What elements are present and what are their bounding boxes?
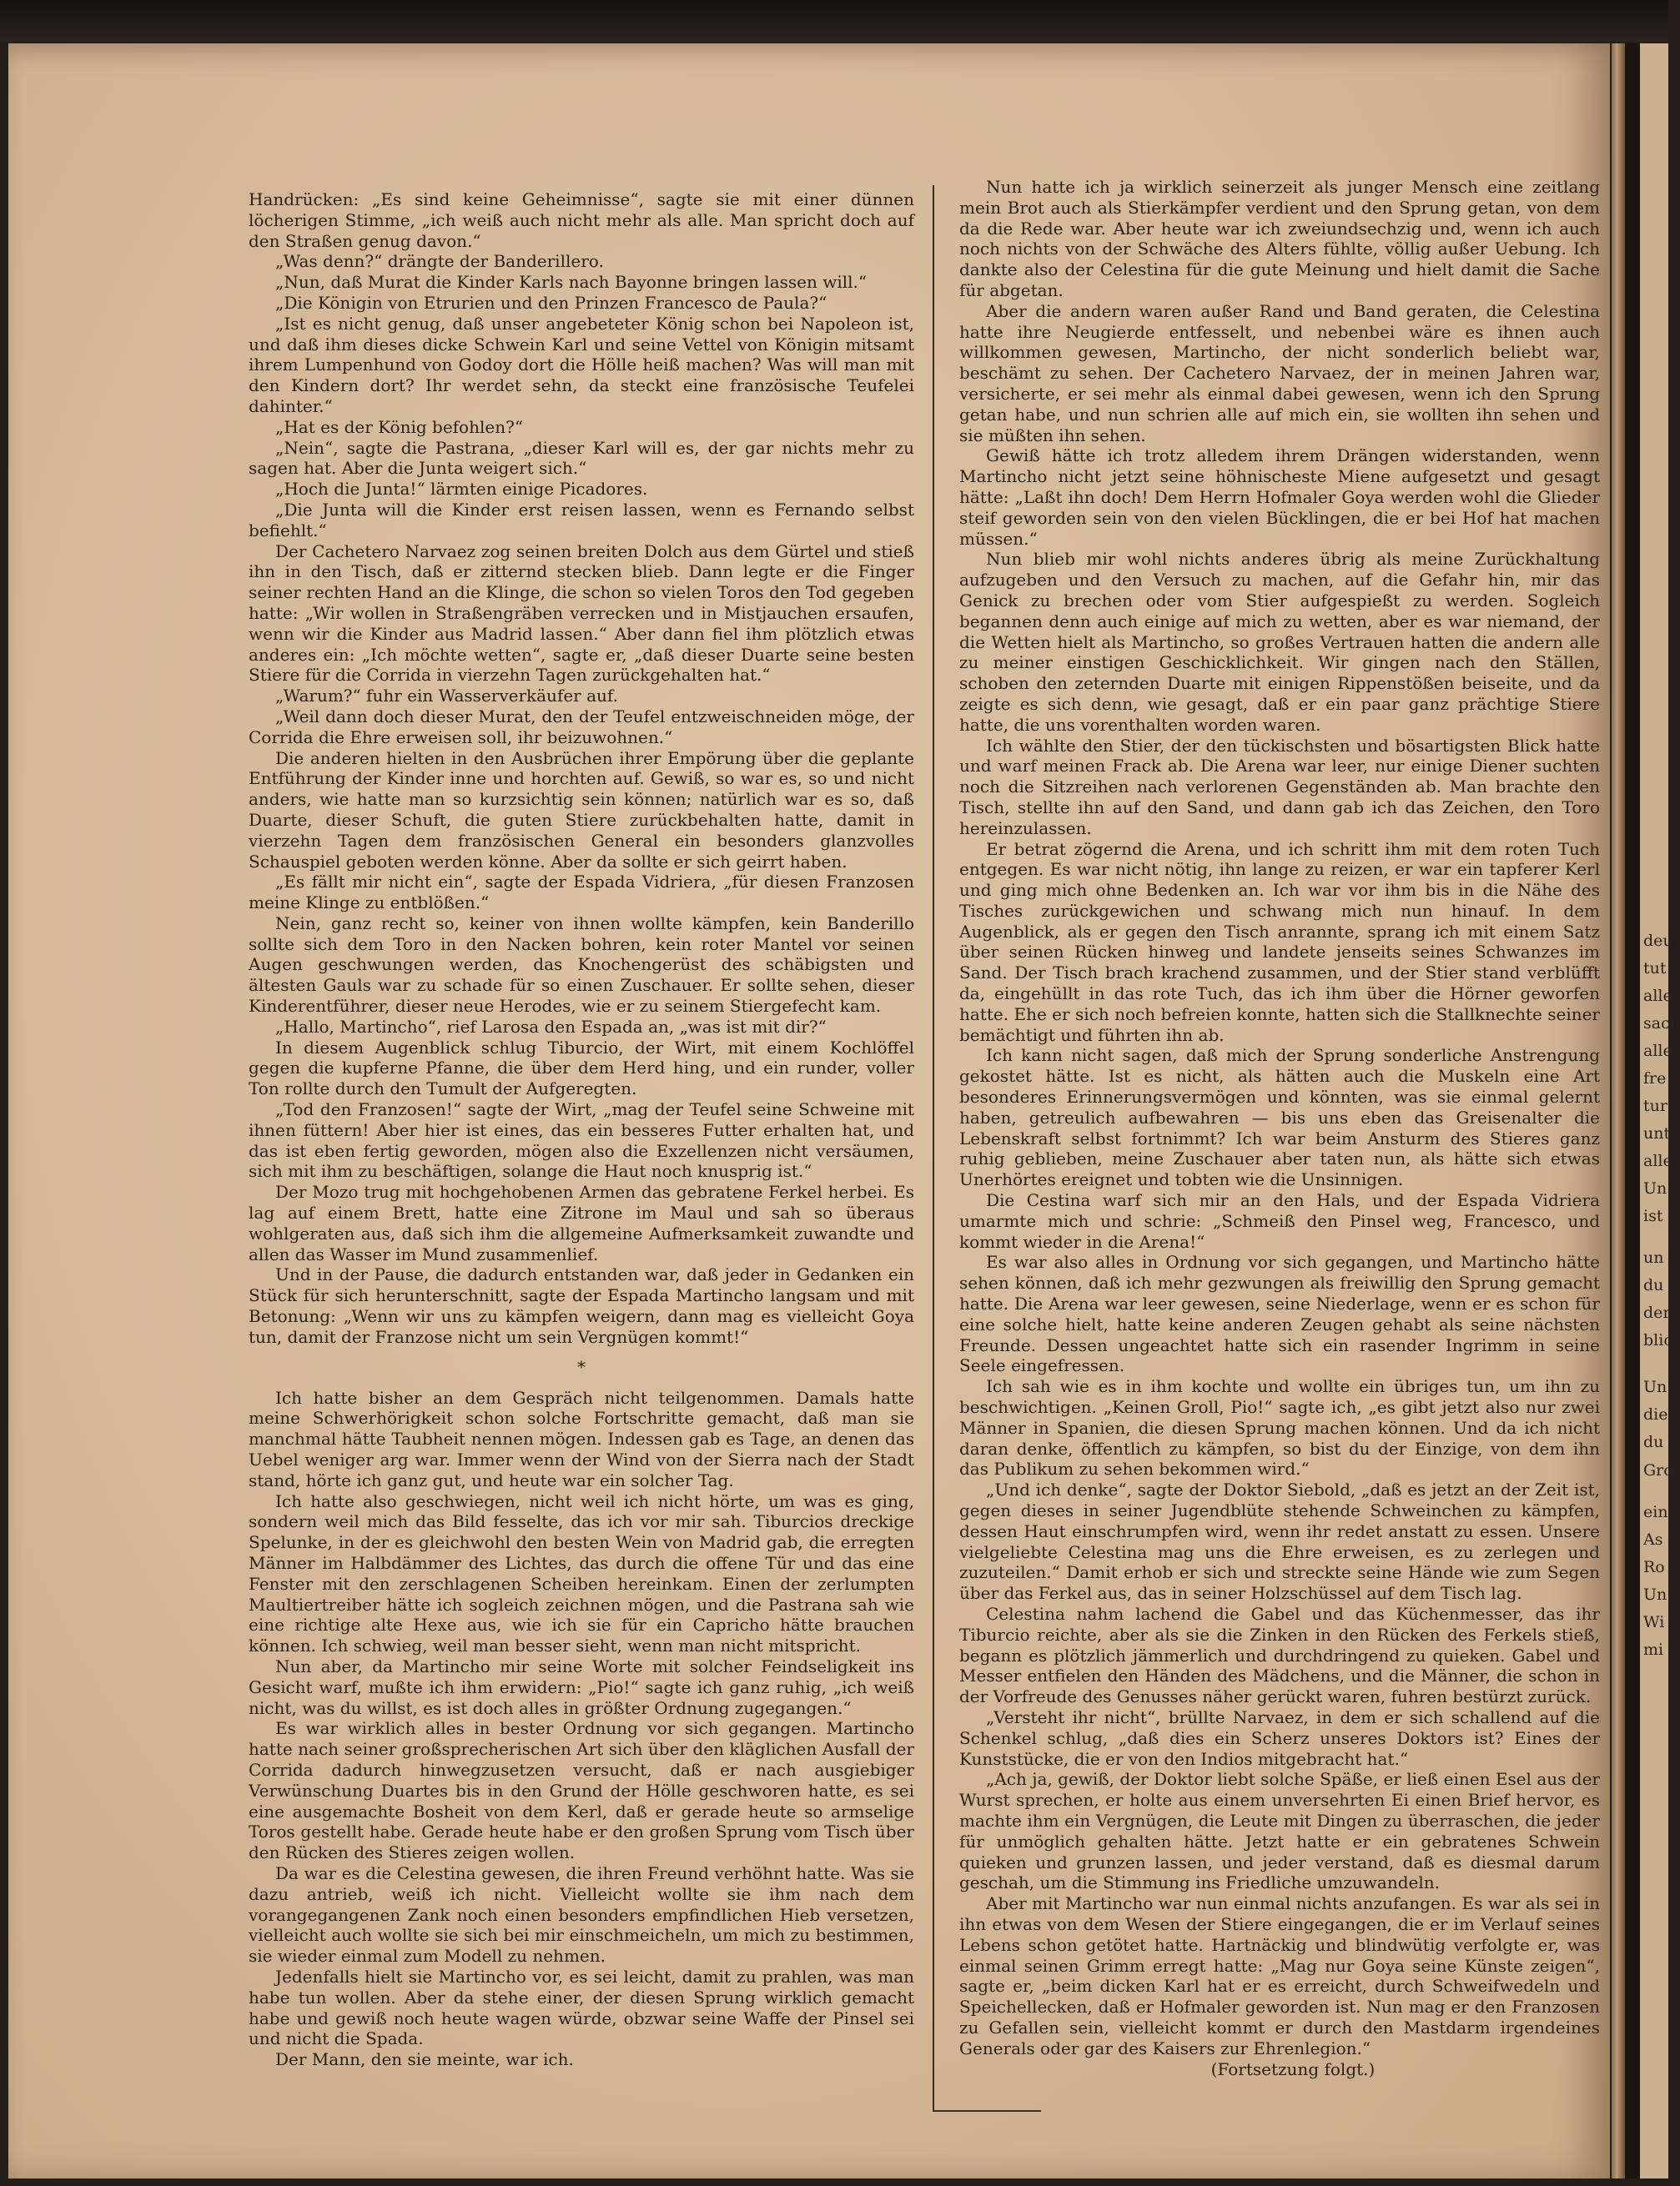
next-page-text-fragment: Un xyxy=(1643,1378,1667,1396)
paragraph: „Und ich denke“, sagte der Doktor Siebold, „daß es jetzt an der Zeit ist, gegen dieses in seiner Jugendblüte stehende Schweinchen zu kämpfen, dessen Haut einschrumpfen wird, wenn ihr redet anstatt zu essen. Unsere vielgeliebte Celestina mag uns die Ehre erweisen, es zu zerlegen und zuzuteilen.“ Damit erhob er sich und streckte seine Hände wie zum Segen über das Ferkel aus, das in seiner Holzschüssel auf dem Tisch lag. xyxy=(959,1480,1600,1604)
paragraph: „Hoch die Junta!“ lärmten einige Picadores. xyxy=(275,479,648,500)
paragraph: Aber mit Martincho war nun einmal nichts anzufangen. Es war als sei in ihn etwas von dem Wesen der Stiere eingegangen, die er im Verlauf seines Lebens schon getötet hatte. Hartnäckig und blindwütig verfolgte er, was einmal seinen Grimm erregt hatte: „Mag nur Goya seine Künste zeigen“, sagte er, „beim dicken Karl hat er es erreicht, durch Schweifwedeln und Speichellecken, daß er Hofmaler geworden ist. Nun mag er den Franzosen zu Gefallen sein, vielleicht kommt er durch den Mastdarm irgendeines Generals oder gar des Kaisers zur Ehrenlegion.“ xyxy=(959,1893,1600,2058)
paragraph: Es war wirklich alles in bester Ordnung vor sich gegangen. Martincho hatte nach seiner großsprecherischen Art sich über den kläglichen Ausfall der Corrida dadurch hinwegzusetzen versucht, daß er nach ausgiebiger Verwünschung Duartes bis in den Grund der Hölle geschworen hatte, es sei eine ausgemachte Bosheit von dem Kerl, daß er gerade heute so armselige Toros gestellt habe. Gerade heute habe er den großen Sprung vom Tisch über den Rücken des Stieres zeigen wollen. xyxy=(249,1718,914,1863)
continuation-note: (Fortsetzung folgt.) xyxy=(1210,2058,1376,2079)
next-page-text-fragment: blic xyxy=(1643,1331,1672,1349)
adjacent-page-fragment xyxy=(1640,43,1680,2178)
paragraph: „Warum?“ fuhr ein Wasserverkäufer auf. xyxy=(275,686,618,706)
paragraph: Die Cestina warf sich mir an den Hals, und der Espada Vidriera umarmte mich und schrie: „Schmeiß den Pinsel weg, Francesco, und kommt wieder in die Arena!“ xyxy=(959,1190,1600,1252)
paragraph: Ich hatte bisher an dem Gespräch nicht teilgenommen. Damals hatte meine Schwerhörigkeit schon solche Fortschritte gemacht, daß man sie manchmal hätte Taubheit nennen mögen. Indessen gab es Tage, an denen das Uebel weniger arg war. Immer wenn der Wind von der Sierra nach der Stadt stand, hörte ich ganz gut, und heute war ein solcher Tag. xyxy=(249,1387,914,1490)
page-edge xyxy=(1612,43,1625,2178)
next-page-text-fragment: deu xyxy=(1643,932,1673,950)
paragraph: „Hallo, Martincho“, rief Larosa den Espada an, „was ist mit dir?“ xyxy=(275,1016,827,1037)
next-page-text-fragment: die xyxy=(1643,1405,1668,1424)
paragraph: „Nun, daß Murat die Kinder Karls nach Bayonne bringen lassen will.“ xyxy=(275,272,868,293)
paragraph: Ich sah wie es in ihm kochte und wollte ein übriges tun, um ihn zu beschwichtigen. „Keinen Groll, Pio!“ sagte ich, „es gibt jetzt also nur zwei Männer in Spanien, die diesen Sprung machen können. Und da ich nicht daran denke, öffentlich zu kämpfen, so bist du der Einzige, von dem ihn das Publikum zu sehen bekommen wird.“ xyxy=(959,1376,1600,1480)
next-page-text-fragment: ist xyxy=(1643,1207,1663,1225)
paragraph: Ich wählte den Stier, der den tückischsten und bösartigsten Blick hatte und warf meinen Frack ab. Die Arena war leer, nur einige Diener suchten noch die Sitzreihen nach verlorenen Gegenständen ab. Man brachte den Tisch, stellte ihn auf den Sand, und dann gab ich das Zeichen, den Toro hereinzulassen. xyxy=(959,735,1600,838)
paragraph: Der Mozo trug mit hochgehobenen Armen das gebratene Ferkel herbei. Es lag auf einem Brett, hatte eine Zitrone im Maul und sah so überaus wohlgeraten aus, daß sich ihm die allgemeine Aufmerksamkeit zuwandte und allen das Wasser im Mund zusammenlief. xyxy=(249,1182,914,1264)
next-page-text-fragment: fre xyxy=(1643,1069,1667,1088)
paragraph: Nun hatte ich ja wirklich seinerzeit als junger Mensch eine zeitlang mein Brot auch als Stierkämpfer verdient und den Sprung getan, von dem da die Rede war. Aber heute war ich zweiundsechzig und, wenn ich auch noch nichts von der Schwäche des Alters fühlte, völlig außer Uebung. Ich dankte also der Celestina für die gute Meinung und hielt damit die Sache für abgetan. xyxy=(959,177,1600,300)
paragraph: Der Cachetero Narvaez zog seinen breiten Dolch aus dem Gürtel und stieß ihn in den Tisch, daß er zitternd stecken blieb. Dann legte er die Finger seiner rechten Hand an die Klinge, die schon so vielen Toros den Tod gegeben hatte: „Wir wollen in Straßengräben verrecken und in Mistjauchen ersaufen, wenn wir die Kinder aus Madrid lassen.“ Aber dann fiel ihm plötzlich etwas anderes ein: „Ich möchte wetten“, sagte er, „daß dieser Duarte seine besten Stiere für die Corrida in vierzehn Tagen zurückgehalten hat.“ xyxy=(249,540,914,686)
binding-gap xyxy=(1625,43,1640,2178)
paragraph: Nun blieb mir wohl nichts anderes übrig als meine Zurückhaltung aufzugeben und den Versuch zu machen, auf die Gefahr hin, mir das Genick zu brechen oder vom Stier aufgespießt zu werden. Sogleich begannen denn auch einige auf mich zu wetten, aber es war niemand, der die Wetten hielt als Martincho, so großes Vertrauen hatten die andern alle zu meiner einstigen Geschicklichkeit. Wir gingen nach den Ställen, schoben den zeternden Duarte mit einigen Rippenstößen beiseite, und da zeigte es sich denn, wie gesagt, daß er ein paar ganz prächtige Stiere hatte, die uns vorenthalten worden waren. xyxy=(959,549,1600,735)
next-page-text-fragment: Un xyxy=(1643,1585,1667,1604)
paragraph: Da war es die Celestina gewesen, die ihren Freund verhöhnt hatte. Was sie dazu antrieb, weiß ich nicht. Vielleicht wollte sie ihm nach dem vorangegangenen Zank noch einen besonders empfindlichen Hieb versetzen, vielleicht auch wollte sie sich bei mir einschmeicheln, um mich zu bestimmen, sie wieder einmal zum Modell zu nehmen. xyxy=(249,1862,914,1967)
bottom-divider-rule xyxy=(933,2110,1041,2112)
next-page-text-fragment: der xyxy=(1643,1304,1671,1322)
paragraph: „Weil dann doch dieser Murat, den der Teufel entzweischneiden möge, der Corrida die Ehre erweisen soll, ihr beizuwohnen.“ xyxy=(249,706,914,747)
paragraph: Aber die andern waren außer Rand und Band geraten, die Celestina hatte ihre Neugierde entfesselt, und nebenbei wäre es ihnen auch willkommen gewesen, Martincho, der nicht sonderlich beliebt war, beschämt zu sehen. Der Cachetero Narvaez, der in meinen Jahren war, versicherte, er sei mehr als einmal dabei gewesen, wenn ich den Sprung getan habe, und nun schrien alle auf mich ein, sie wollten ihn sehen und sie müßten ihn sehen. xyxy=(959,300,1600,445)
next-page-text-fragment: Ro xyxy=(1643,1558,1665,1576)
paragraph: Nun aber, da Martincho mir seine Worte mit solcher Feindseligkeit ins Gesicht warf, mußte ich ihm erwidern: „Pio!“ sagte ich ganz ruhig, „ich weiß nicht, was du willst, es ist doch alles in größter Ordnung zugegangen.“ xyxy=(249,1656,914,1718)
next-page-text-fragment: ein xyxy=(1643,1503,1668,1521)
next-page-text-fragment: sach xyxy=(1643,1014,1680,1033)
paragraph: Celestina nahm lachend die Gabel und das Küchenmesser, das ihr Tiburcio reichte, aber als sie die Zinken in den Rücken des Ferkels stieß, begann es plötzlich jämmerlich und durchdringend zu quieken. Gabel und Messer entfielen den Händen des Mädchens, und die Männer, die schon in der Vorfreude des Genusses näher gerückt waren, fuhren bestürzt zurück. xyxy=(959,1603,1600,1707)
paragraph: In diesem Augenblick schlug Tiburcio, der Wirt, mit einem Kochlöffel gegen die kupferne Pfanne, die über dem Herd hing, und ein runder, voller Ton rollte durch den Tumult der Aufgeregten. xyxy=(249,1037,914,1099)
next-page-text-fragment: du xyxy=(1643,1276,1664,1294)
paragraph: „Was denn?“ drängte der Banderillero. xyxy=(275,251,604,272)
right-text-column xyxy=(959,177,1600,2079)
next-page-text-fragment: alle xyxy=(1643,1042,1672,1060)
next-page-text-fragment: alle xyxy=(1643,987,1672,1005)
paragraph: Jedenfalls hielt sie Martincho vor, es sei leicht, damit zu prahlen, was man habe tun wollen. Aber da stehe einer, der diesen Sprung wirklich gemacht habe und gewiß noch heute wagen würde, obzwar seine Waffe der Pinsel sei und nicht die Spada. xyxy=(249,1966,914,2049)
paragraph: „Nein“, sagte die Pastrana, „dieser Karl will es, der gar nichts mehr zu sagen hat. Aber die Junta weigert sich.“ xyxy=(249,437,914,479)
next-page-text-fragment: As xyxy=(1643,1530,1663,1549)
paragraph: Nein, ganz recht so, keiner von ihnen wollte kämpfen, kein Banderillo sollte sich dem Toro in den Nacken bohren, kein roter Mantel vor seinen Augen geschwungen werden, das Knochengerüst des schäbigsten und ältesten Gauls war zu schade für so einen Zuschauer. Er sollte sehen, dieser Kinderentführer, dieser neue Herodes, wie er zu seinem Stiergefecht kam. xyxy=(249,912,914,1017)
next-page-text-fragment: du xyxy=(1643,1433,1664,1451)
left-text-column xyxy=(249,189,914,2070)
next-page-text-fragment: Un xyxy=(1643,1179,1667,1198)
paragraph: Handrücken: „Es sind keine Geheimnisse“, sagte sie mit einer dünnen löcherigen Stimme, „ich weiß auch nicht mehr als alle. Man spricht doch auf den Straßen genug davon.“ xyxy=(249,189,914,251)
column-divider-rule xyxy=(933,185,934,2112)
book-page xyxy=(8,43,1610,2178)
next-page-text-fragment: tur xyxy=(1643,1097,1667,1115)
scan-top-band xyxy=(0,0,1668,42)
paragraph: „Versteht ihr nicht“, brüllte Narvaez, in dem er sich schallend auf die Schenkel schlug, „daß dies ein Scherz unseres Doktors ist? Eines der Kunststücke, die er von den Indios mitgebracht hat.“ xyxy=(959,1706,1600,1769)
paragraph: „Ist es nicht genug, daß unser angebeteter König schon bei Napoleon ist, und daß ihm dieses dicke Schwein Karl und seine Vettel von Königin mitsamt ihrem Lumpenhund von Godoy dort die Hölle heiß machen? Was will man mit den Kindern dort? Ihr werdet sehn, da steckt eine französische Teufelei dahinter.“ xyxy=(249,313,914,416)
paragraph: Die anderen hielten in den Ausbrüchen ihrer Empörung über die geplante Entführung der Kinder inne und horchten auf. Gewiß, so war es, so und nicht anders, wie hatte man so kurzsichtig sein können; natürlich war es so, daß Duarte, dieser Schuft, die guten Stiere zurückbehalten hatte, damit in vierzehn Tagen dem französischen General ein besonders glanzvolles Schauspiel geboten werden könne. Aber da sollte er sich geirrt haben. xyxy=(249,747,914,872)
section-separator: * xyxy=(577,1356,586,1377)
next-page-text-fragment: mi xyxy=(1643,1641,1664,1659)
next-page-text-fragment: unt xyxy=(1643,1124,1671,1143)
paragraph: „Tod den Franzosen!“ sagte der Wirt, „mag der Teufel seine Schweine mit ihnen füttern! Aber hier ist eines, das ein besseres Futter erhalten hat, und das ist eben fertig geworden, mögen also die Exzellenzen nicht versäumen, sich mit ihm zu beschäftigen, solange die Haut noch knusprig ist.“ xyxy=(249,1099,914,1182)
paragraph: Gewiß hätte ich trotz alledem ihrem Drängen widerstanden, wenn Martincho nicht jetzt seine höhnischeste Miene aufgesetzt und gesagt hätte: „Laßt ihn doch! Dem Herrn Hofmaler Goya werden wohl die Glieder steif geworden sein von den vielen Bücklingen, die er bei Hof hat machen müssen.“ xyxy=(959,445,1600,549)
paragraph: Der Mann, den sie meinte, war ich. xyxy=(275,2049,574,2070)
paragraph: „Hat es der König befohlen?“ xyxy=(275,416,524,437)
next-page-text-fragment: Wi xyxy=(1643,1613,1665,1631)
paragraph: Er betrat zögernd die Arena, und ich schritt ihm mit dem roten Tuch entgegen. Es war nicht nötig, ihn lange zu reizen, er war ein tapferer Kerl und ging mich ohne Bedenken an. Ich war vor ihm bis in die Nähe des Tisches zurückgewichen und schwang mich nun hinauf. In dem Augenblick, als er gegen den Tisch anrannte, sprang ich mit einem Satz über seinen Rücken hinweg und landete jenseits seines Schwanzes im Sand. Der Tisch brach krachend zusammen, und der Stier stand verblüfft da, eingehüllt in das rote Tuch, das ich ihm über die Hörner geworfen hatte. Ehe er sich noch befreien konnte, hatten sich die Stallknechte seiner bemächtigt und führten ihn ab. xyxy=(959,838,1600,1045)
paragraph: Ich kann nicht sagen, daß mich der Sprung sonderliche Anstrengung gekostet hätte. Ist es nicht, als hätten auch die Muskeln eine Art besonderes Erinnerungsvermögen und könnten, was sie einmal gelernt haben, getreulich aufbewahren — bis uns eben das Greisenalter die Lebenskraft selbst fortnimmt? Ich war beim Ansturm des Stieres ganz ruhig geblieben, meine Zuschauer aber taten nun, als hätte sich etwas Unerhörtes ereignet und tobten wie die Unsinnigen. xyxy=(959,1045,1600,1190)
paragraph: „Die Junta will die Kinder erst reisen lassen, wenn es Fernando selbst befiehlt.“ xyxy=(249,499,914,540)
next-page-text-fragment: tut xyxy=(1643,959,1667,977)
paragraph: „Ach ja, gewiß, der Doktor liebt solche Späße, er ließ einen Esel aus der Wurst sprechen, er holte aus einem unversehrten Ei einen Brief hervor, es machte ihm ein Vergnügen, die Leute mit Dingen zu überraschen, die jeder für unmöglich gehalten hätte. Jetzt hatte er ein gebratenes Schwein quieken und grunzen lassen, und jeder verstand, daß es diesmal darum geschah, um die Stimmung ins Friedliche umzuwandeln. xyxy=(959,1769,1600,1893)
paragraph: Und in der Pause, die dadurch entstanden war, daß jeder in Gedanken ein Stück für sich herunterschnitt, sagte der Espada Martincho langsam und mit Betonung: „Wenn wir uns zu kämpfen weigern, dann mag es vielleicht Goya tun, damit der Franzose nicht um sein Vergnügen kommt!“ xyxy=(249,1264,914,1347)
paragraph: Es war also alles in Ordnung vor sich gegangen, und Martincho hätte sehen können, daß ich mehr gezwungen als freiwillig den Sprung gemacht hatte. Die Arena war leer gewesen, seine Niederlage, wenn er es schon für eine solche hielt, hatte keine anderen Zeugen gehabt als seine nächsten Freunde. Dessen ungeachtet hatte sich ein rasender Ingrimm in seine Seele eingefressen. xyxy=(959,1252,1600,1376)
paragraph: „Die Königin von Etrurien und den Prinzen Francesco de Paula?“ xyxy=(275,292,827,313)
next-page-text-fragment: alle xyxy=(1643,1152,1672,1170)
next-page-text-fragment: Gro xyxy=(1643,1461,1673,1480)
paragraph: „Es fällt mir nicht ein“, sagte der Espada Vidriera, „für diesen Franzosen meine Klinge zu entblößen.“ xyxy=(249,872,914,913)
next-page-text-fragment: un xyxy=(1643,1249,1664,1267)
paragraph: Ich hatte also geschwiegen, nicht weil ich nicht hörte, um was es ging, sondern weil mich das Bild fesselte, das ich vor mir sah. Tiburcios dreckige Spelunke, in der es gleichwohl den besten Wein von Madrid gab, die erregten Männer im Halbdämmer des Lichtes, das durch die offene Tür und das eine Fenster mit den zerschlagenen Scheiben hereinkam. Einen der zerlumpten Maultiertreiber hätte ich sogleich zeichnen mögen, und die Pastrana sah wie eine richtige alte Hexe aus, wie ich sie für ein Capricho hätte brauchen können. Ich schwieg, weil man besser sieht, wenn man nicht mitspricht. xyxy=(249,1490,914,1656)
